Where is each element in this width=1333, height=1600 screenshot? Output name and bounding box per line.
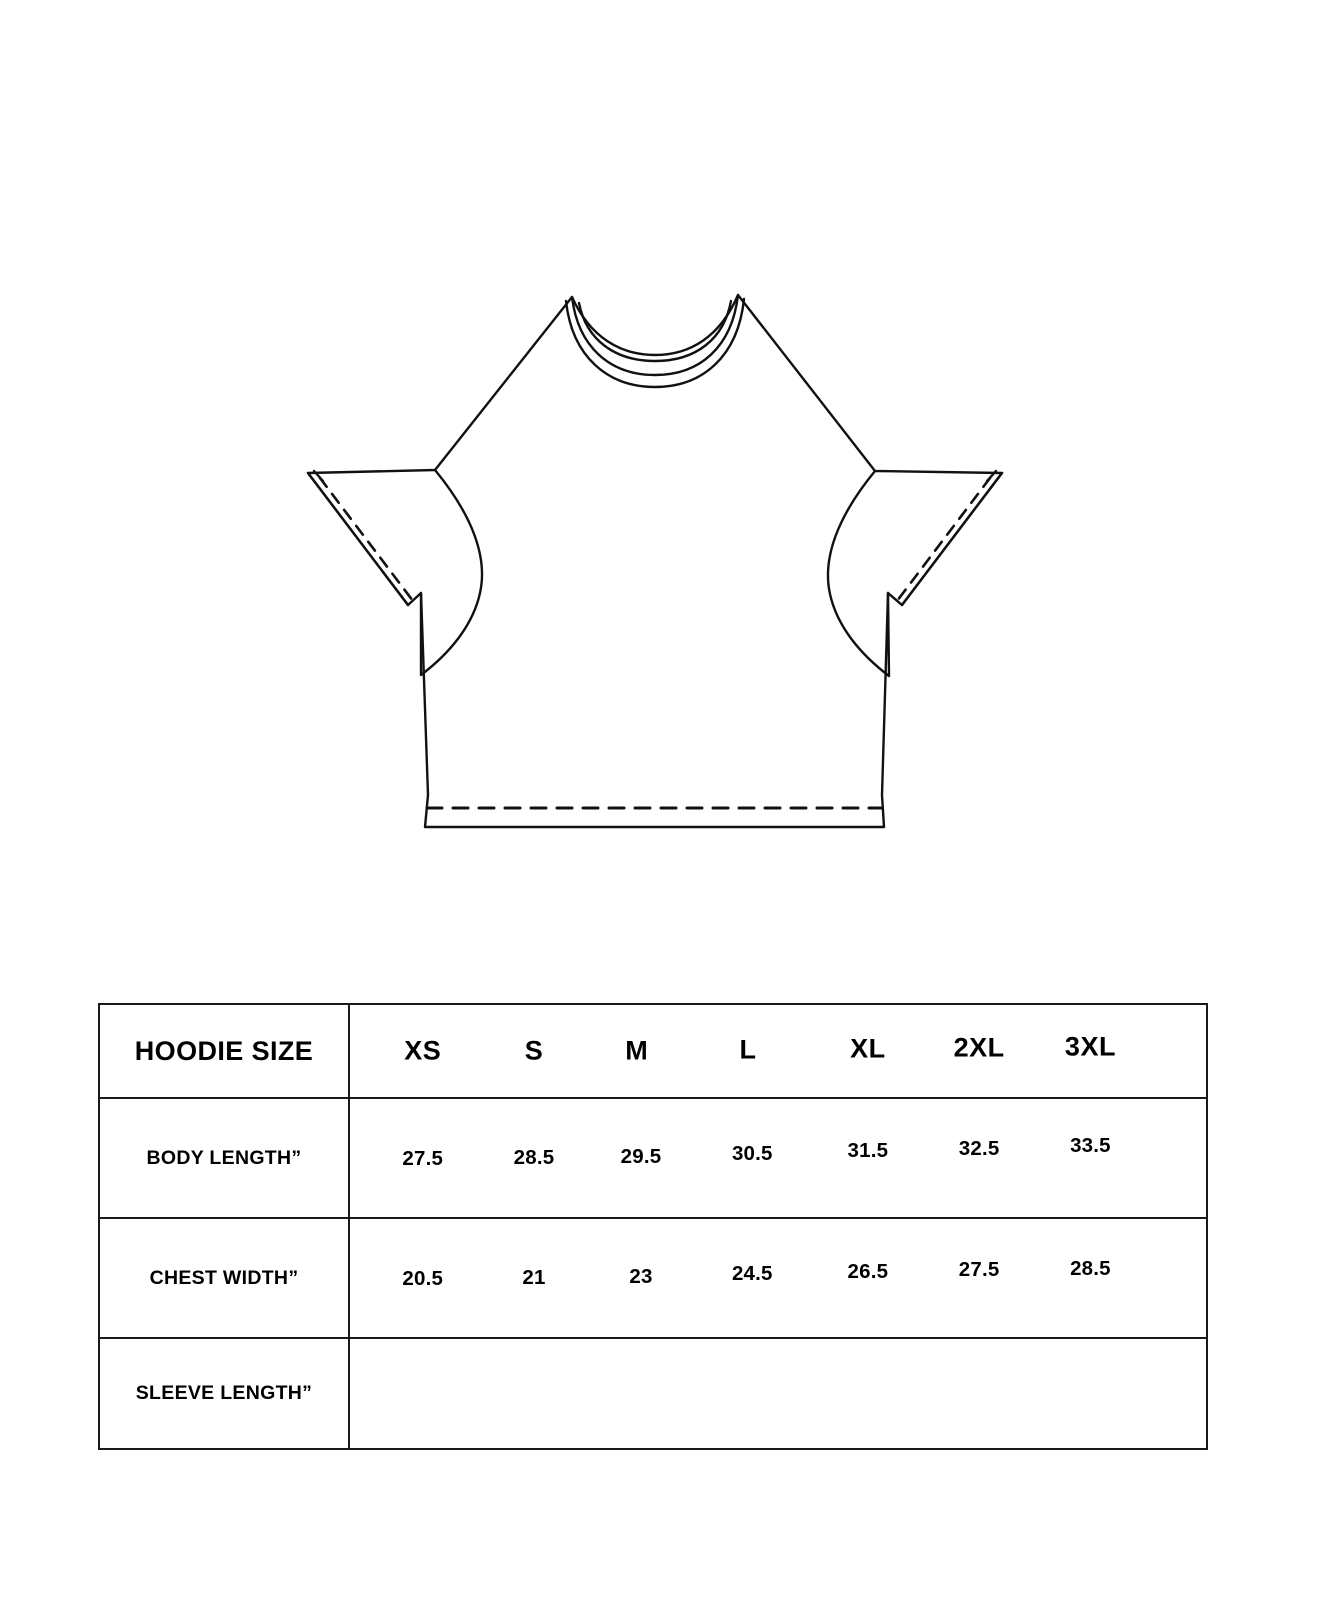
size-table bbox=[98, 1003, 1208, 1450]
body-length-m: 29.5 bbox=[620, 1144, 662, 1168]
sleeve-length-strip bbox=[350, 1339, 1206, 1448]
size-chart bbox=[98, 1003, 1208, 1448]
size-header-2xl: 2XL bbox=[953, 1032, 1005, 1063]
row-values-chest-width bbox=[349, 1218, 1207, 1338]
row-values-sleeve-length bbox=[349, 1338, 1207, 1449]
row-label-sleeve-length: SLEEVE LENGTH” bbox=[99, 1338, 349, 1449]
size-header-xl: XL bbox=[850, 1033, 886, 1064]
chest-width-strip bbox=[350, 1219, 1206, 1337]
body-length-s: 28.5 bbox=[513, 1146, 555, 1169]
row-label-chest-width: CHEST WIDTH” bbox=[99, 1218, 349, 1338]
chest-width-xl: 26.5 bbox=[847, 1260, 889, 1284]
body-length-3xl: 33.5 bbox=[1070, 1134, 1111, 1158]
size-header-3xl: 3XL bbox=[1064, 1031, 1116, 1062]
size-header-strip bbox=[350, 1005, 1206, 1097]
size-header-m: M bbox=[625, 1035, 649, 1066]
body-length-l: 30.5 bbox=[731, 1142, 773, 1166]
body-length-xl: 31.5 bbox=[847, 1138, 889, 1162]
table-row-body-length bbox=[99, 1098, 1207, 1218]
table-header-row bbox=[99, 1004, 1207, 1098]
tshirt-svg bbox=[290, 275, 1020, 855]
size-header-xs: XS bbox=[404, 1035, 442, 1066]
chest-width-s: 21 bbox=[522, 1266, 546, 1289]
row-label-body-length: BODY LENGTH” bbox=[99, 1098, 349, 1218]
size-header-l: L bbox=[739, 1034, 757, 1065]
body-length-strip bbox=[350, 1099, 1206, 1217]
table-row-chest-width bbox=[99, 1218, 1207, 1338]
chest-width-m: 23 bbox=[629, 1264, 653, 1288]
row-values-body-length bbox=[349, 1098, 1207, 1218]
chest-width-l: 24.5 bbox=[731, 1261, 773, 1285]
tshirt-technical-flat-illustration bbox=[290, 275, 1020, 855]
body-length-xs: 27.5 bbox=[402, 1147, 444, 1171]
size-headers-cell bbox=[349, 1004, 1207, 1098]
chest-width-2xl: 27.5 bbox=[958, 1258, 1000, 1282]
chest-width-3xl: 28.5 bbox=[1070, 1256, 1111, 1280]
table-row-sleeve-length bbox=[99, 1338, 1207, 1449]
body-length-2xl: 32.5 bbox=[958, 1137, 1000, 1161]
size-header-s: S bbox=[524, 1035, 544, 1066]
chest-width-xs: 20.5 bbox=[402, 1267, 444, 1291]
size-chart-title: HOODIE SIZE bbox=[99, 1004, 349, 1098]
